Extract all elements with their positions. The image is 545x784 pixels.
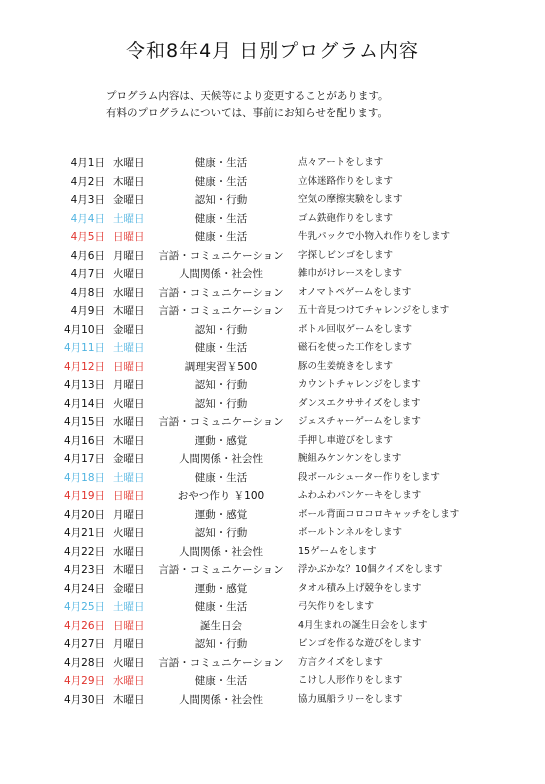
- activity-cell: 字探しビンゴをします: [298, 249, 394, 261]
- date-cell: 4月29日: [63, 675, 105, 687]
- schedule-row: [0, 210, 545, 229]
- weekday-cell: 水曜日: [113, 286, 145, 299]
- date-cell: 4月20日: [63, 508, 105, 521]
- weekday-cell: 土曜日: [113, 471, 145, 484]
- weekday-cell: 日曜日: [113, 231, 145, 243]
- category-cell: 言語・コミュニケーション: [158, 416, 284, 428]
- weekday-cell: 月曜日: [113, 249, 145, 262]
- activity-cell: ダンスエクササイズをします: [298, 397, 421, 409]
- date-cell: 4月12日: [63, 360, 105, 373]
- weekday-cell: 月曜日: [113, 379, 145, 391]
- weekday-cell: 日曜日: [113, 360, 145, 373]
- schedule-row: [0, 173, 545, 192]
- weekday-cell: 木曜日: [113, 175, 145, 188]
- schedule-row: [0, 635, 545, 654]
- schedule-row: [0, 672, 545, 691]
- activity-cell: ボールトンネルをします: [298, 527, 403, 538]
- schedule-row: [0, 395, 545, 414]
- weekday-cell: 金曜日: [113, 453, 145, 465]
- weekday-cell: 木曜日: [113, 564, 145, 576]
- category-cell: 健康・生活: [194, 175, 248, 188]
- category-cell: おやつ作り ￥100: [177, 490, 265, 502]
- schedule-row: [0, 154, 545, 173]
- schedule-row: [0, 247, 545, 266]
- category-cell: 人間関係・社会性: [179, 545, 263, 558]
- schedule-row: [0, 228, 545, 247]
- weekday-cell: 金曜日: [113, 582, 145, 595]
- activity-cell: タオル積み上げ競争をします: [298, 582, 422, 594]
- schedule-row: [0, 469, 545, 488]
- category-cell: 人間関係・社会性: [179, 268, 263, 280]
- weekday-cell: 水曜日: [113, 416, 145, 428]
- category-cell: 人間関係・社会性: [179, 453, 263, 465]
- date-cell: 4月13日: [63, 379, 105, 391]
- weekday-cell: 土曜日: [113, 342, 145, 354]
- date-cell: 4月14日: [63, 397, 105, 410]
- page-title: 令和8年4月 日別プログラム内容: [125, 40, 420, 62]
- schedule-row: [0, 302, 545, 321]
- date-cell: 4月21日: [63, 527, 105, 539]
- category-cell: 認知・行動: [194, 527, 248, 539]
- activity-cell: 浮かぶかな？10個クイズをします: [298, 564, 443, 575]
- schedule-row: [0, 524, 545, 543]
- category-cell: 認知・行動: [194, 379, 248, 391]
- activity-cell: 豚の生姜焼きをします: [298, 360, 394, 372]
- category-cell: 認知・行動: [194, 323, 248, 336]
- weekday-cell: 日曜日: [113, 490, 145, 502]
- schedule-row: [0, 654, 545, 673]
- schedule-row: [0, 321, 545, 340]
- category-cell: 言語・コミュニケーション: [158, 286, 284, 299]
- weekday-cell: 水曜日: [113, 675, 145, 687]
- schedule-row: [0, 450, 545, 469]
- weekday-cell: 土曜日: [113, 212, 145, 225]
- intro-notes: [106, 88, 389, 122]
- activity-cell: ジェスチャーゲームをします: [298, 416, 421, 427]
- date-cell: 4月4日: [70, 212, 105, 225]
- weekday-cell: 水曜日: [113, 157, 145, 169]
- schedule-row: [0, 265, 545, 284]
- category-cell: 健康・生活: [194, 601, 248, 613]
- activity-cell: ゴム鉄砲作りをします: [298, 212, 394, 224]
- weekday-cell: 金曜日: [113, 323, 145, 336]
- date-cell: 4月23日: [63, 564, 105, 576]
- activity-cell: 立体迷路作りをします: [298, 175, 394, 187]
- category-cell: 健康・生活: [194, 231, 248, 243]
- date-cell: 4月28日: [63, 656, 105, 669]
- category-cell: 健康・生活: [194, 212, 248, 225]
- date-cell: 4月10日: [63, 323, 105, 336]
- schedule-row: [0, 432, 545, 451]
- category-cell: 運動・感覚: [194, 434, 248, 447]
- date-cell: 4月11日: [63, 342, 105, 354]
- date-cell: 4月26日: [63, 619, 105, 632]
- date-cell: 4月7日: [70, 268, 105, 280]
- weekday-cell: 月曜日: [113, 508, 145, 521]
- category-cell: 言語・コミュニケーション: [158, 305, 284, 317]
- activity-cell: 点々アートをします: [298, 157, 384, 168]
- date-cell: 4月8日: [70, 286, 105, 299]
- weekday-cell: 土曜日: [113, 601, 145, 613]
- weekday-cell: 月曜日: [113, 638, 145, 650]
- category-cell: 人間関係・社会性: [179, 693, 263, 706]
- date-cell: 4月15日: [63, 416, 105, 428]
- category-cell: 言語・コミュニケーション: [158, 564, 284, 576]
- schedule-table: [0, 154, 545, 709]
- activity-cell: 牛乳パックで小物入れ作りをします: [298, 231, 451, 242]
- schedule-row: [0, 358, 545, 377]
- date-cell: 4月19日: [63, 490, 105, 502]
- category-cell: 認知・行動: [194, 638, 248, 650]
- date-cell: 4月27日: [63, 638, 105, 650]
- activity-cell: 4月生まれの誕生日会をします: [298, 619, 428, 631]
- schedule-row: [0, 506, 545, 525]
- schedule-row: [0, 413, 545, 432]
- date-cell: 4月9日: [70, 305, 105, 317]
- activity-cell: カウントチャレンジをします: [298, 379, 421, 390]
- schedule-row: [0, 543, 545, 562]
- category-cell: 認知・行動: [194, 194, 248, 206]
- activity-cell: 空気の摩擦実験をします: [298, 194, 403, 205]
- category-cell: 健康・生活: [194, 157, 248, 169]
- schedule-row: [0, 617, 545, 636]
- date-cell: 4月18日: [63, 471, 105, 484]
- schedule-row: [0, 284, 545, 303]
- category-cell: 健康・生活: [194, 675, 248, 687]
- schedule-row: [0, 691, 545, 710]
- category-cell: 言語・コミュニケーション: [158, 656, 284, 669]
- activity-cell: 手押し車遊びをします: [298, 434, 394, 446]
- weekday-cell: 水曜日: [113, 545, 145, 558]
- activity-cell: ふわふわパンケーキをします: [298, 490, 422, 501]
- category-cell: 健康・生活: [194, 342, 248, 354]
- activity-cell: オノマトペゲームをします: [298, 286, 412, 298]
- date-cell: 4月24日: [63, 582, 105, 595]
- intro-line: 有料のプログラムについては、事前にお知らせを配ります。: [106, 107, 389, 119]
- date-cell: 4月30日: [63, 693, 105, 706]
- category-cell: 健康・生活: [194, 471, 248, 484]
- weekday-cell: 火曜日: [113, 527, 145, 539]
- activity-cell: 腕組みケンケンをします: [298, 453, 402, 464]
- schedule-row: [0, 191, 545, 210]
- date-cell: 4月2日: [70, 175, 105, 188]
- category-cell: 誕生日会: [200, 619, 242, 632]
- activity-cell: 弓矢作りをします: [298, 601, 375, 612]
- schedule-row: [0, 339, 545, 358]
- activity-cell: 磁石を使った工作をします: [298, 342, 413, 353]
- weekday-cell: 日曜日: [113, 619, 145, 632]
- activity-cell: ボトル回収ゲームをします: [298, 323, 413, 335]
- date-cell: 4月17日: [63, 453, 105, 465]
- activity-cell: 段ボールシューター作りをします: [298, 471, 440, 483]
- weekday-cell: 木曜日: [113, 434, 145, 447]
- category-cell: 調理実習￥500: [184, 360, 258, 373]
- date-cell: 4月22日: [63, 545, 105, 558]
- weekday-cell: 火曜日: [113, 268, 145, 280]
- category-cell: 運動・感覚: [194, 582, 248, 595]
- schedule-row: [0, 580, 545, 599]
- activity-cell: こけし人形作りをします: [298, 675, 403, 686]
- activity-cell: 協力風船ラリーをします: [298, 693, 403, 705]
- activity-cell: ボール背面コロコロキャッチをします: [298, 508, 460, 520]
- weekday-cell: 木曜日: [113, 693, 145, 706]
- weekday-cell: 金曜日: [113, 194, 145, 206]
- activity-cell: ビンゴを作るな遊びをします: [298, 638, 422, 649]
- activity-cell: 雑巾がけレースをします: [298, 268, 403, 279]
- category-cell: 運動・感覚: [194, 508, 248, 521]
- schedule-row: [0, 561, 545, 580]
- activity-cell: 五十音見つけてチャレンジをします: [298, 305, 450, 316]
- date-cell: 4月25日: [63, 601, 105, 613]
- activity-cell: 15ゲームをします: [298, 545, 377, 557]
- schedule-row: [0, 487, 545, 506]
- schedule-row: [0, 598, 545, 617]
- weekday-cell: 火曜日: [113, 656, 145, 669]
- date-cell: 4月3日: [70, 194, 105, 206]
- date-cell: 4月16日: [63, 434, 105, 447]
- date-cell: 4月1日: [70, 157, 105, 169]
- category-cell: 言語・コミュニケーション: [158, 249, 284, 262]
- activity-cell: 方言クイズをします: [298, 656, 383, 668]
- weekday-cell: 火曜日: [113, 397, 145, 410]
- date-cell: 4月6日: [70, 249, 105, 262]
- weekday-cell: 木曜日: [113, 305, 145, 317]
- category-cell: 認知・行動: [194, 397, 248, 410]
- date-cell: 4月5日: [70, 231, 105, 243]
- intro-line: プログラム内容は、天候等により変更することがあります。: [106, 90, 389, 102]
- schedule-row: [0, 376, 545, 395]
